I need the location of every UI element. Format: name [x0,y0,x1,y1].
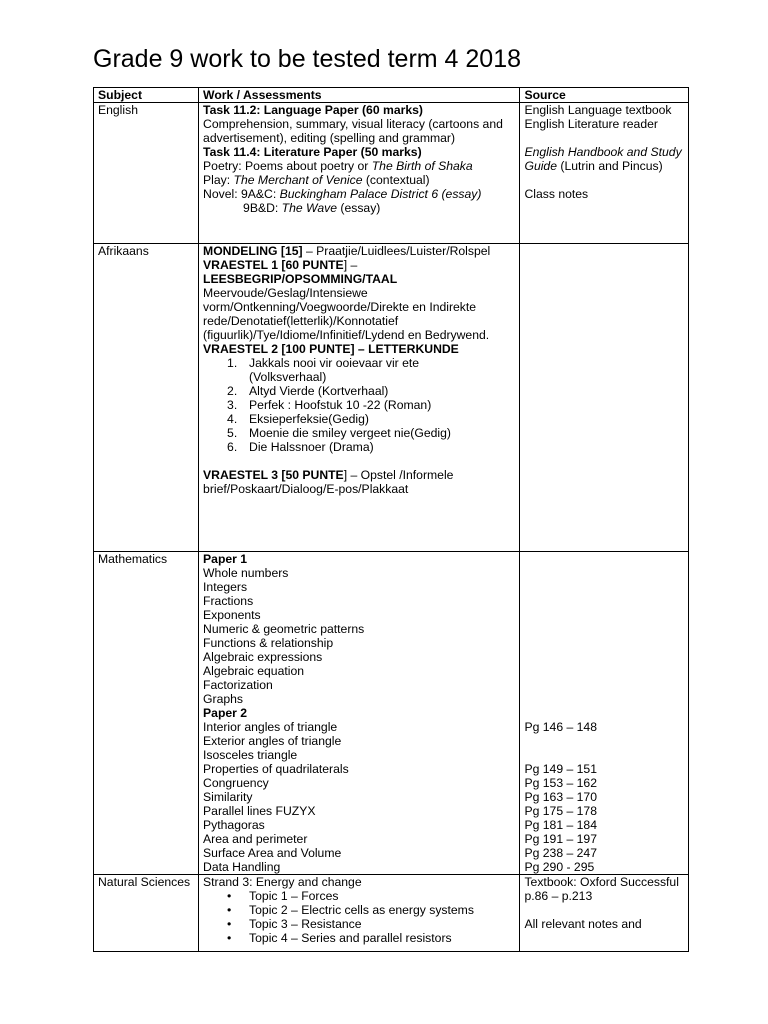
list-item: 5. Moenie die smiley vergeet nie(Gedig) [227,426,451,440]
list-item: • Topic 3 – Resistance [227,917,362,931]
source-item: All relevant notes and [524,917,642,931]
list-item: 2. Altyd Vierde (Kortverhaal) [227,384,389,398]
subject-cell [94,244,199,552]
list-item: 4. Eksieperfeksie(Gedig) [227,412,369,426]
page-reference: Pg 181 – 184 [524,818,597,832]
topic-item: Isosceles triangle [203,748,298,762]
table-row-mathematics [94,552,689,875]
work-table [93,87,689,952]
strand-heading: Strand 3: Energy and change [203,875,362,889]
topic-item: Area and perimeter [203,832,308,846]
paper-heading: Paper 1 [203,552,248,566]
bullet-icon: • [227,889,232,903]
work-cell [199,875,520,952]
topic-item: Data Handling [203,860,281,874]
topic-item: Exponents [203,608,261,622]
source-item: Textbook: Oxford Successful [524,875,679,889]
work-cell [199,244,520,552]
topic-item: Algebraic expressions [203,650,323,664]
task-heading: Task 11.4: Literature Paper (50 marks) [203,145,422,159]
table-row-natural-sciences [94,875,689,952]
subject-cell [94,552,199,875]
source-cell [520,244,689,552]
source-item: p.86 – p.213 [524,889,593,903]
list-item: 3. Perfek : Hoofstuk 10 -22 (Roman) [227,398,432,412]
topic-item: Factorization [203,678,273,692]
task-description: Comprehension, summary, visual literacy (cartoons and advertisement), editing (spelling and grammar) [203,117,503,145]
list-item: • Topic 2 – Electric cells as energy systems [227,903,474,917]
bullet-icon: • [227,917,232,931]
source-cell [520,552,689,875]
page-reference: Pg 153 – 162 [524,776,597,790]
vraestel-heading: VRAESTEL 3 [50 PUNTE] – Opstel /Informele brief/Poskaart/Dialoog/E-pos/Plakkaat [203,468,454,496]
page-reference: Pg 191 – 197 [524,832,597,846]
header-source: Source [520,88,689,103]
topic-item: Numeric & geometric patterns [203,622,365,636]
list-item: • Topic 1 – Forces [227,889,339,903]
topic-item: Similarity [203,790,253,804]
topic-item: Functions & relationship [203,636,334,650]
paper-heading: Paper 2 [203,706,248,720]
vraestel-heading: VRAESTEL 2 [100 PUNTE] – LETTERKUNDE [203,342,459,356]
page-reference: Pg 149 – 151 [524,762,597,776]
topic-item: Whole numbers [203,566,289,580]
topic-item: Fractions [203,594,254,608]
topic-item: Algebraic equation [203,664,305,678]
source-item: English Language textbook [524,103,672,117]
topic-item: Integers [203,580,248,594]
bullet-icon: • [227,903,232,917]
source-item: English Literature reader [524,117,658,131]
subject-label: Natural Sciences [98,875,191,889]
list-item: • Topic 4 – Series and parallel resistors [227,931,452,945]
topic-item: Interior angles of triangle [203,720,338,734]
source-item: Class notes [524,187,589,201]
page-reference: Pg 175 – 178 [524,804,597,818]
topic-item: Properties of quadrilaterals [203,762,349,776]
novel-line: Novel: 9A&C: Buckingham Palace District 6 (essay) [203,187,482,201]
bullet-icon: • [227,931,232,945]
task-heading: Task 11.2: Language Paper (60 marks) [203,103,423,117]
subject-label: English [98,103,138,117]
work-cell [199,552,520,875]
page-reference: Pg 290 - 295 [524,860,595,874]
vraestel-heading: VRAESTEL 1 [60 PUNTE] – [203,258,358,272]
header-subject: Subject [94,88,199,103]
source-item: English Handbook and Study Guide (Lutrin and Pincus) [524,145,682,173]
page-reference: Pg 163 – 170 [524,790,597,804]
list-item: 1. Jakkals nooi vir ooievaar vir ete (Volksverhaal) [227,356,420,384]
page-title: Grade 9 work to be tested term 4 2018 [93,45,522,73]
mondeling-line: MONDELING [15] – Praatjie/Luidlees/Luister/Rolspel [203,244,491,258]
page-reference: Pg 238 – 247 [524,846,597,860]
subject-cell [94,875,199,952]
poetry-line: Poetry: Poems about poetry or The Birth of Shaka [203,159,473,173]
topic-item: Parallel lines FUZYX [203,804,316,818]
topic-item: Exterior angles of triangle [203,734,342,748]
vraestel-heading: LEESBEGRIP/OPSOMMING/TAAL [203,272,398,286]
subject-cell [94,103,199,244]
novel-line: 9B&D: The Wave (essay) [243,201,381,215]
page-reference: Pg 146 – 148 [524,720,597,734]
table-row-english [94,103,689,244]
source-cell [520,875,689,952]
table-row-afrikaans [94,244,689,552]
topic-item: Surface Area and Volume [203,846,342,860]
play-line: Play: The Merchant of Venice (contextual) [203,173,430,187]
topic-item: Pythagoras [203,818,265,832]
topic-item: Congruency [203,776,269,790]
vraestel-description: Meervoude/Geslag/Intensiewe vorm/Ontkenning/Voegwoorde/Direkte en Indirekte rede/Denotatief(letterlik)/Konnotatief (figuurlik)/Tye/Idiome/Infinitief/Lydend en Bedrywend. [203,286,490,342]
header-row [94,88,689,103]
list-item: 6. Die Halssnoer (Drama) [227,440,374,454]
work-cell [199,103,520,244]
source-cell [520,103,689,244]
header-work: Work / Assessments [199,88,520,103]
subject-label: Mathematics [98,552,168,566]
subject-label: Afrikaans [98,244,149,258]
topic-item: Graphs [203,692,244,706]
